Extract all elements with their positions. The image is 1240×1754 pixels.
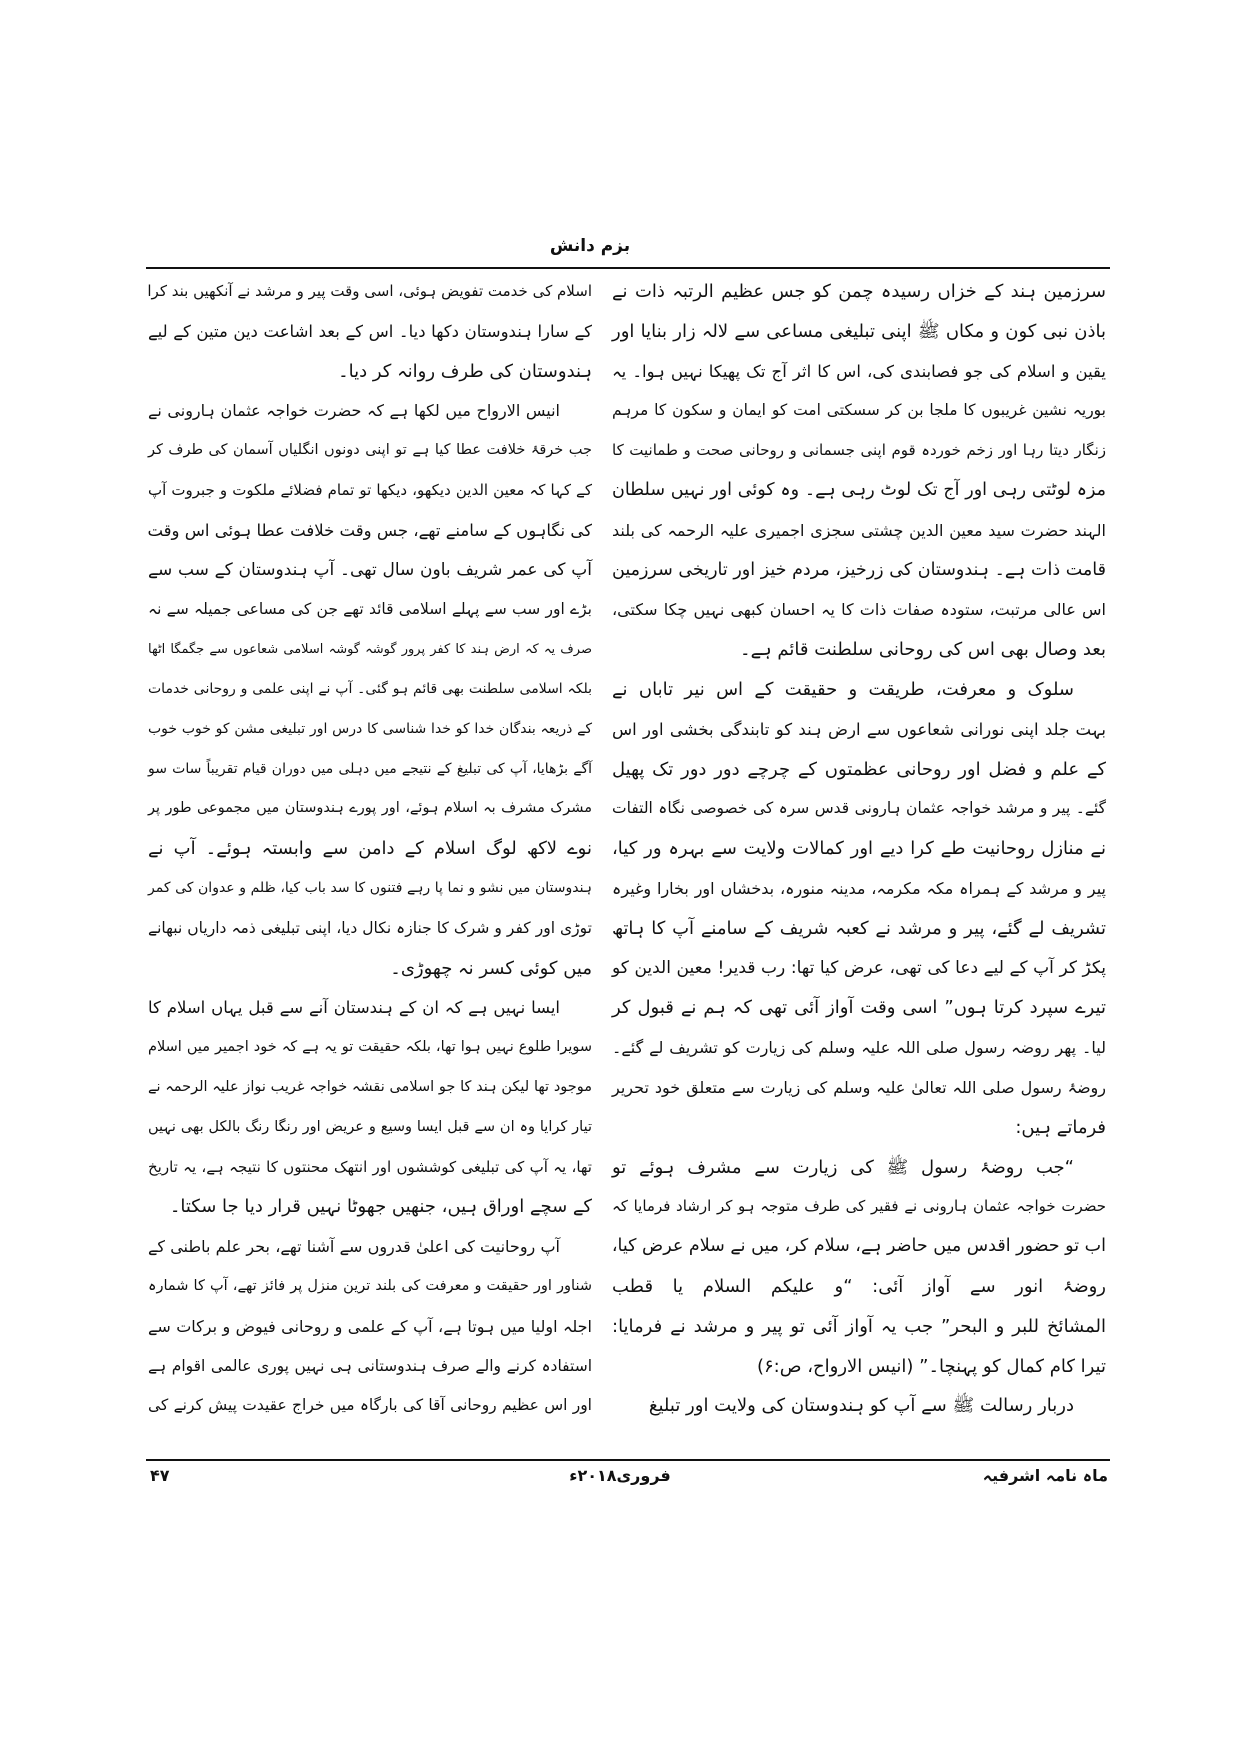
text-line: روضۂ رسول صلی اللہ تعالیٰ علیہ وسلم کی زیارت سے متعلق خود تحریر (612, 1077, 1106, 1097)
text-line: بلکہ اسلامی سلطنت بھی قائم ہو گئی۔ آپ نے اپنی علمی و روحانی خدمات (148, 680, 592, 697)
text-line: اسلام کی خدمت تفویض ہوئی، اسی وقت پیر و مرشد نے آنکھیں بند کرا (147, 282, 592, 300)
right-column (612, 272, 1106, 1426)
text-line: سرزمین ہند کے خزاں رسیدہ چمن کو جس عظیم الرتبہ ذات نے (612, 281, 1106, 302)
text-line: تھا، یہ آپ کی تبلیغی کوششوں اور انتھک محنتوں کا نتیجہ ہے، یہ تاریخ (148, 1157, 592, 1176)
text-line: سلوک و معرفت، طریقت و حقیقت کے اس نیر تاباں نے (612, 678, 1074, 700)
text-line: اجلہ اولیا میں ہوتا ہے، آپ کے علمی و روحانی فیوض و برکات سے (148, 1316, 592, 1336)
text-line: کے ذریعہ بندگان خدا کو خدا شناسی کا درس اور تبلیغی مشن کو خوب خوب (148, 720, 592, 737)
text-line: بہت جلد اپنی نورانی شعاعوں سے ارض ہند کو تابندگی بخشی اور اس (612, 719, 1106, 739)
text-line: کے سچے اوراق ہیں، جنھیں جھوٹا نہیں قرار دیا جا سکتا۔ (169, 1196, 592, 1218)
footer-divider (146, 1459, 1110, 1461)
text-line: آگے بڑھایا، آپ کی تبلیغ کے نتیجے میں دہلی میں دوران قیام تقریباً سات سو (148, 760, 592, 777)
text-line: جب خرقۂ خلافت عطا کیا ہے تو اپنی دونوں انگلیاں آسمان کی طرف کر (148, 442, 592, 459)
text-line: فرماتے ہیں: (1015, 1116, 1106, 1138)
text-line: شناور اور حقیقت و معرفت کی بلند ترین منزل پر فائز تھے، آپ کا شمارہ (148, 1277, 592, 1294)
text-line: آپ روحانیت کی اعلیٰ قدروں سے آشنا تھے، بحر علم باطنی کے (148, 1237, 560, 1257)
text-line: ہندوستان میں نشو و نما پا رہے فتنوں کا سد باب کیا، ظلم و عدوان کی کمر (148, 879, 592, 896)
text-line: المشائخ للبر و البحر” جب یہ آواز آئی تو پیر و مرشد نے فرمایا: (612, 1315, 1106, 1337)
text-line: کے علم و فضل اور روحانی عظمتوں کے چرچے دور دور تک پھیل (612, 758, 1106, 780)
text-line: اب تو حضور اقدس میں حاضر ہے، سلام کر، میں نے سلام عرض کیا، (611, 1236, 1106, 1257)
text-line: “جب روضۂ رسول ﷺ کی زیارت سے مشرف ہوئے تو (612, 1156, 1074, 1178)
text-line: باذن نبی کون و مکاں ﷺ اپنی تبلیغی مساعی سے لالہ زار بنایا اور (612, 320, 1106, 342)
text-line: دربار رسالت ﷺ سے آپ کو ہندوستان کی ولایت اور تبلیغ (648, 1395, 1074, 1417)
text-line: تیرا کام کمال کو پہنچا۔” (انیس الارواح، ص:۶) (756, 1355, 1106, 1377)
text-line: کے کہا کہ معین الدین دیکھو، دیکھا تو تمام فضلائے ملکوت و جبروت آپ (148, 480, 592, 499)
text-line: روضۂ انور سے آواز آئی: “و علیکم السلام یا قطب (612, 1275, 1106, 1297)
text-line: یقین و اسلام کی جو فصابندی کی، اس کا اثر آج تک پھیکا نہیں ہوا۔ یہ (612, 361, 1106, 381)
section-title: بزم دانش (549, 236, 631, 256)
text-line: مزہ لوٹتی رہی اور آج تک لوٹ رہی ہے۔ وہ کوئی اور نہیں سلطان (612, 479, 1106, 500)
text-line: استفادہ کرنے والے صرف ہندوستانی ہی نہیں پوری عالمی اقوام ہے (148, 1356, 592, 1375)
text-line: الہند حضرت سید معین الدین چشتی سجزی اجمیری علیہ الرحمہ کی بلند (612, 520, 1106, 540)
page-number: ۴۷ (150, 1466, 170, 1485)
text-line: بعد وصال بھی اس کی روحانی سلطنت قائم ہے۔ (740, 639, 1106, 661)
text-line: حضرت خواجہ عثمان ہارونی نے فقیر کی طرف متوجہ ہو کر ارشاد فرمایا کہ (612, 1197, 1106, 1216)
text-line: بڑے اور سب سے پہلے اسلامی قائد تھے جن کی مساعی جمیلہ سے نہ (148, 600, 592, 619)
text-line: ایسا نہیں ہے کہ ان کے ہندستان آنے سے قبل یہاں اسلام کا (148, 998, 560, 1018)
text-line: مشرک مشرف بہ اسلام ہوئے، اور پورے ہندوستان میں مجموعی طور پر (148, 800, 592, 817)
text-line: سویرا طلوع نہیں ہوا تھا، بلکہ حقیقت تو یہ ہے کہ خود اجمیر میں اسلام (148, 1039, 592, 1056)
text-line: بوریہ نشین غریبوں کا ملجا بن کر سسکتی امت کو ایمان و سکون کا مرہم (612, 401, 1106, 420)
left-column (148, 272, 592, 1426)
text-line: تیرے سپرد کرتا ہوں” اسی وقت آواز آئی تھی کہ ہم نے قبول کر (612, 997, 1106, 1019)
text-line: میں کوئی کسر نہ چھوڑی۔ (390, 957, 592, 979)
magazine-name: ماہ نامہ اشرفیہ (982, 1466, 1108, 1485)
text-line: نے منازل روحانیت طے کرا دیے اور کمالات ولایت سے بہرہ ور کیا، (612, 838, 1106, 860)
issue-date: فروری۲۰۱۸ء (569, 1466, 671, 1485)
text-line: انیس الارواح میں لکھا ہے کہ حضرت خواجہ عثمان ہارونی نے (148, 401, 560, 421)
text-line: اور اس عظیم روحانی آقا کی بارگاہ میں خراج عقیدت پیش کرنے کی (148, 1396, 592, 1415)
text-line: زنگار دیتا رہا اور زخم خوردہ قوم اپنی جسمانی و روحانی صحت و طمانیت کا (612, 441, 1106, 460)
text-line: توڑی اور کفر و شرک کا جنازہ نکال دیا، اپنی تبلیغی ذمہ داریاں نبھانے (148, 918, 592, 937)
text-line: قامت ذات ہے۔ ہندوستان کی زرخیز، مردم خیز اور تاریخی سرزمین (612, 559, 1106, 580)
header-divider (146, 267, 1110, 269)
text-line: صرف یہ کہ ارض ہند کا کفر پرور گوشہ گوشہ اسلامی شعاعوں سے جگمگا اٹھا (148, 642, 592, 658)
text-line: پیر و مرشد کے ہمراہ مکہ مکرمہ، مدینہ منورہ، بدخشاں اور بخارا وغیرہ (612, 878, 1106, 898)
text-line: کی نگاہوں کے سامنے تھے، جس وقت خلافت عطا ہوئی اس وقت (147, 520, 592, 540)
text-line: نوے لاکھ لوگ اسلام کے دامن سے وابستہ ہوئے۔ آپ نے (148, 838, 592, 860)
text-line: کے سارا ہندوستان دکھا دیا۔ اس کے بعد اشاعت دین متین کے لیے (148, 321, 592, 341)
text-line: پکڑ کر آپ کے لیے دعا کی تھی، عرض کیا تھا: رب قدیر! معین الدین کو (612, 957, 1106, 978)
text-line: ہندوستان کی طرف روانہ کر دیا۔ (338, 360, 592, 382)
text-line: اس عالی مرتبت، ستودہ صفات ذات کا یہ احسان کبھی نہیں چکا سکتی، (612, 600, 1106, 620)
text-line: گئے۔ پیر و مرشد خواجہ عثمان ہارونی قدس سرہ کی خصوصی نگاہ التفات (612, 799, 1106, 818)
text-line: تیار کرایا وہ ان سے قبل ایسا وسیع و عریض اور رنگا رنگ بالکل بھی نہیں (148, 1118, 592, 1135)
text-line: تشریف لے گئے، پیر و مرشد نے کعبہ شریف کے سامنے آپ کا ہاتھ (612, 917, 1106, 939)
text-line: آپ کی عمر شریف باون سال تھی۔ آپ ہندوستان کے سب سے (148, 559, 592, 580)
text-line: موجود تھا لیکن ہند کا جو اسلامی نقشہ خواجہ غریب نواز علیہ الرحمہ نے (148, 1078, 592, 1095)
text-line: لیا۔ پھر روضہ رسول صلی اللہ علیہ وسلم کی زیارت کو تشریف لے گئے۔ (612, 1038, 1106, 1058)
